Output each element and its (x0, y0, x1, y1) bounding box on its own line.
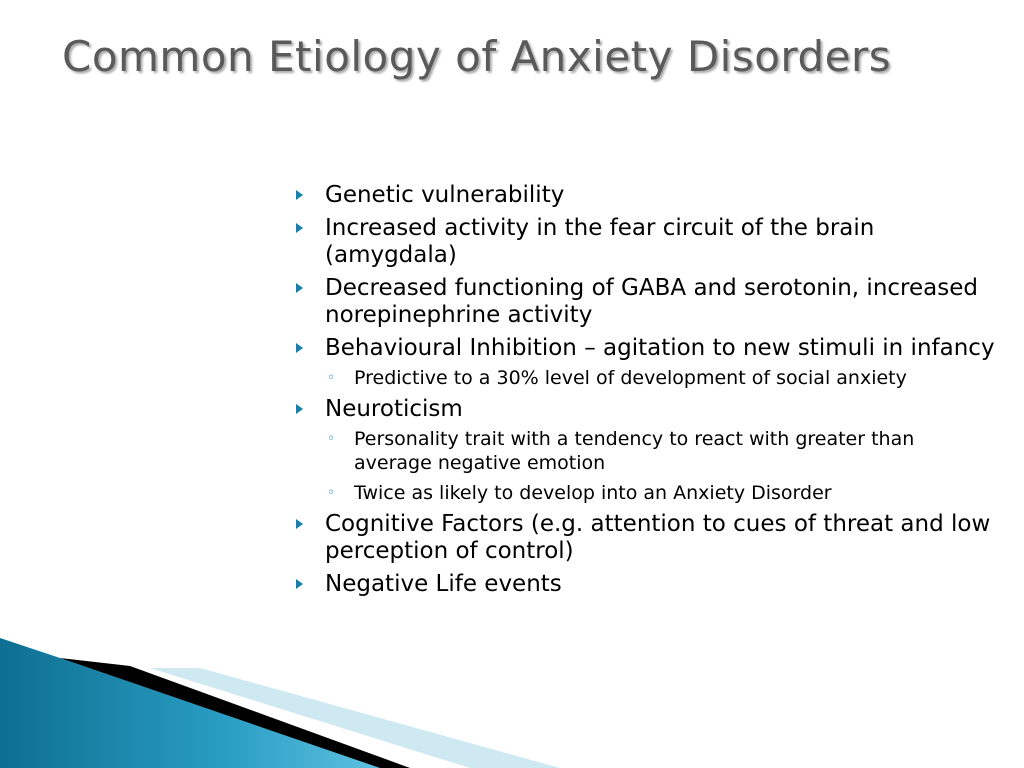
triangle-right-icon (296, 223, 303, 233)
slide-content (296, 182, 996, 604)
hollow-circle-icon: ◦ (327, 370, 336, 386)
sub-bullet-text: Personality trait with a tendency to react with greater than average negative emotion (354, 428, 915, 474)
triangle-right-icon (296, 190, 303, 200)
bullet-item (296, 275, 996, 329)
bullet-text: Behavioural Inhibition – agitation to new stimuli in infancy (325, 335, 995, 361)
bullet-text: Increased activity in the fear circuit of the brain (amygdala) (325, 215, 875, 268)
sub-bullet-list (325, 427, 996, 505)
bullet-item (296, 182, 996, 209)
sub-bullet-item (325, 366, 996, 390)
sub-bullet-list (325, 366, 996, 390)
triangle-right-icon (296, 404, 303, 414)
triangle-right-icon (296, 283, 303, 293)
bullet-text: Decreased functioning of GABA and serotonin, increased norepinephrine activity (325, 275, 978, 328)
sub-bullet-item (325, 427, 996, 475)
bullet-text: Neuroticism (325, 396, 463, 422)
sub-bullet-text: Twice as likely to develop into an Anxiety Disorder (354, 482, 832, 504)
bullet-item (296, 511, 996, 565)
hollow-circle-icon: ◦ (327, 431, 336, 447)
bullet-item (296, 335, 996, 390)
decorative-wave-graphic (0, 638, 1024, 768)
bullet-text: Cognitive Factors (e.g. attention to cues of threat and low perception of control) (325, 511, 991, 564)
bullet-item (296, 571, 996, 598)
slide-title: Common Etiology of Anxiety Disorders (62, 32, 892, 81)
bullet-text: Genetic vulnerability (325, 182, 565, 208)
bullet-item (296, 396, 996, 505)
sub-bullet-text: Predictive to a 30% level of development of social anxiety (354, 367, 907, 389)
hollow-circle-icon: ◦ (327, 485, 336, 501)
bullet-text: Negative Life events (325, 571, 562, 597)
bullet-item (296, 215, 996, 269)
bullet-list (296, 182, 996, 598)
triangle-right-icon (296, 343, 303, 353)
triangle-right-icon (296, 579, 303, 589)
triangle-right-icon (296, 519, 303, 529)
sub-bullet-item (325, 481, 996, 505)
